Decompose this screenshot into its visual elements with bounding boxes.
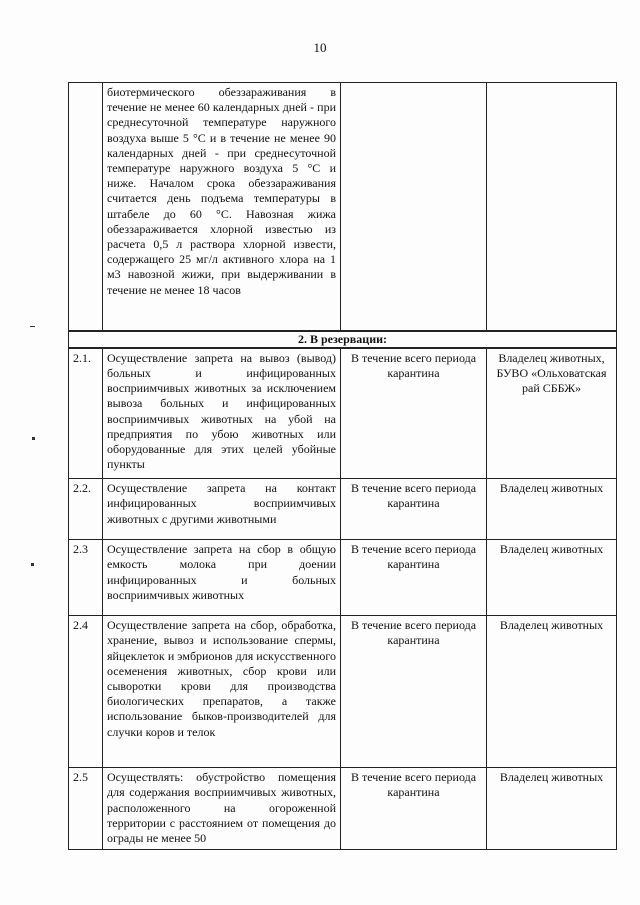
row-number: 2.1. — [69, 348, 103, 479]
measure-description: Осуществление запрета на вывоз (вывод) больных и инфицированных восприимчивых животных за исключением вывоза больных и инфицированных восприимчивых животных на убой на предприятия по убою животных или оборудованные для этих целей убойные пункты — [103, 348, 341, 479]
measure-responsible: Владелец животных, БУВО «Ольховатская рай СББЖ» — [487, 348, 617, 479]
row-number — [69, 83, 103, 331]
table-row — [69, 540, 617, 616]
table-row — [69, 83, 617, 331]
measure-term: В течение всего периода карантина — [341, 479, 487, 540]
row-number: 2.3 — [69, 540, 103, 616]
measure-term: В течение всего периода карантина — [341, 348, 487, 479]
margin-mark — [32, 437, 35, 440]
section-title: 2. В резервации: — [69, 331, 617, 348]
table-row — [69, 348, 617, 479]
table-row — [69, 616, 617, 768]
table-row — [69, 768, 617, 850]
table-row — [69, 479, 617, 540]
page-number: 10 — [313, 40, 327, 55]
measure-term: В течение всего периода карантина — [341, 540, 487, 616]
measure-term: В течение всего периода карантина — [341, 768, 487, 850]
row-number: 2.4 — [69, 616, 103, 768]
measure-term — [341, 83, 487, 331]
measure-description: Осуществление запрета на сбор, обработка, хранение, вывоз и использование спермы, яйцеклеток и эмбрионов для искусственного осеменения животных, сбор крови или сыворотки крови для производства биологических препаратов, а также использование быков-производителей для случки коров и телок — [103, 616, 341, 768]
margin-mark — [30, 326, 35, 327]
margin-mark — [31, 563, 34, 566]
quarantine-measures-table — [68, 82, 617, 850]
measure-responsible: Владелец животных — [487, 479, 617, 540]
measure-responsible: Владелец животных — [487, 540, 617, 616]
measure-description: Осуществление запрета на сбор в общую емкость молока при доении инфицированных и больных восприимчивых животных — [103, 540, 341, 616]
row-number: 2.2. — [69, 479, 103, 540]
row-number: 2.5 — [69, 768, 103, 850]
measure-responsible — [487, 83, 617, 331]
measure-description: биотермического обеззараживания в течение не менее 60 календарных дней - при среднесуточной температуре наружного воздуха выше 5 °С и в течение не менее 90 календарных дней - при среднесуточной температуре наружного воздуха 5 °С и ниже. Началом срока обеззараживания считается день подъема температуры в штабеле до 60 °С. Навозная жижа обеззараживается хлорной известью из расчета 0,5 л раствора хлорной извести, содержащего 25 мг/л активного хлора на 1 м3 навозной жижи, при выдерживании в течение не менее 18 часов — [103, 83, 341, 331]
measure-description: Осуществлять: обустройство помещения для содержания восприимчивых животных, расположенного на огороженной территории с расстоянием от помещения до ограды не менее 50 — [103, 768, 341, 850]
measure-term: В течение всего периода карантина — [341, 616, 487, 768]
measure-responsible: Владелец животных — [487, 768, 617, 850]
measure-responsible: Владелец животных — [487, 616, 617, 768]
measure-description: Осуществление запрета на контакт инфицированных восприимчивых животных с другими животными — [103, 479, 341, 540]
section-header-row — [69, 331, 617, 348]
